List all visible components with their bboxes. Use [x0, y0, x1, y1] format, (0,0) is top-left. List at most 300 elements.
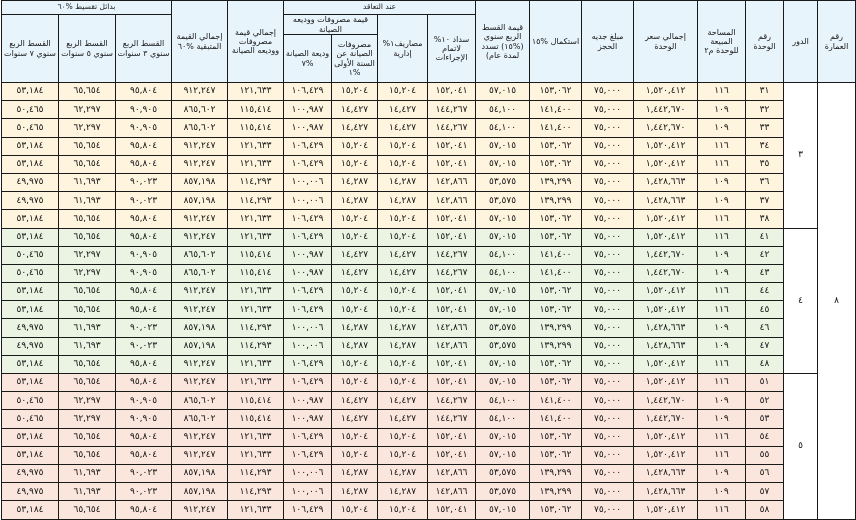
- table-cell: ٨٦٥,٦٠٢: [172, 264, 228, 282]
- table-cell: ٥٣,١٨٤: [2, 446, 59, 464]
- table-cell: ١٤٤,٢٦٧: [428, 246, 476, 264]
- table-cell: ٩١٢,٢٤٧: [172, 228, 228, 246]
- table-cell: ٧٥,٠٠٠: [582, 337, 634, 355]
- table-cell: ١٢١,٦٣٣: [228, 155, 284, 173]
- table-cell: ٦٢,٢٩٧: [59, 392, 116, 410]
- table-cell: ١٤,٤٢٧: [332, 101, 378, 119]
- table-cell: ٧٥,٠٠٠: [582, 228, 634, 246]
- table-cell: ١٠٦,٤٢٩: [284, 137, 332, 155]
- table-cell: ٦٢,٢٩٧: [59, 246, 116, 264]
- table-cell: ١٥,٢٠٤: [378, 446, 428, 464]
- table-cell: ١٥,٢٠٤: [332, 155, 378, 173]
- table-cell: ٦١,٦٩٣: [59, 483, 116, 501]
- table-cell: ١١٥,٤١٤: [228, 246, 284, 264]
- table-cell: ٧٥,٠٠٠: [582, 210, 634, 228]
- table-cell: ٦٥,٦٥٤: [59, 228, 116, 246]
- header-admin-1: مصاريف١% إدارية: [378, 15, 428, 83]
- table-cell: ٥٣,٥٧٥: [476, 464, 530, 482]
- table-row: [2, 192, 856, 210]
- table-cell: ١٢١,٦٣٣: [228, 446, 284, 464]
- table-cell: ٥٣,١٨٤: [2, 374, 59, 392]
- table-cell: ٧٥,٠٠٠: [582, 264, 634, 282]
- table-row: [2, 264, 856, 282]
- table-cell: ١٤١,٤٠٠: [530, 246, 582, 264]
- table-cell: ١٠٦,٤٢٩: [284, 374, 332, 392]
- table-cell: ٦٥,٦٥٤: [59, 155, 116, 173]
- table-cell: ٤٦: [746, 319, 784, 337]
- table-cell: ٩١٢,٢٤٧: [172, 446, 228, 464]
- table-cell: ٧٥,٠٠٠: [582, 374, 634, 392]
- table-cell: ٦٥,٦٥٤: [59, 301, 116, 319]
- table-cell: ١٥,٢٠٤: [378, 428, 428, 446]
- table-cell: ١٤,٢٨٧: [378, 483, 428, 501]
- table-cell: ١٤,٢٨٧: [378, 337, 428, 355]
- table-cell: ١١٤,٢٩٣: [228, 319, 284, 337]
- table-cell: ٧٥,٠٠٠: [582, 410, 634, 428]
- table-cell: ١٢١,٦٣٣: [228, 301, 284, 319]
- table-cell: ٦٥,٦٥٤: [59, 428, 116, 446]
- header-q7: القسط الربع سنوي ٧ سنوات: [2, 15, 59, 83]
- table-cell: ٦٢,٢٩٧: [59, 119, 116, 137]
- table-cell: ٥٣,١٨٤: [2, 301, 59, 319]
- table-cell: ٥٧,٠١٥: [476, 355, 530, 373]
- table-cell: ١٤٤,٢٦٧: [428, 392, 476, 410]
- table-cell: ٥٠,٤٦٥: [2, 410, 59, 428]
- table-cell: ٩٠,٠٢٣: [116, 483, 172, 501]
- table-cell: ٥٠,٤٦٥: [2, 119, 59, 137]
- table-cell: ١٢١,٦٣٣: [228, 137, 284, 155]
- table-cell: ١٤,٤٢٧: [332, 246, 378, 264]
- table-cell: ١٤٢,٨٦٦: [428, 192, 476, 210]
- table-cell: ٩٥,٨٠٤: [116, 446, 172, 464]
- table-cell: ١٠٠,٩٨٧: [284, 392, 332, 410]
- table-cell: ١٣٩,٢٩٩: [530, 483, 582, 501]
- table-cell: ٤٢: [746, 246, 784, 264]
- table-cell: ١٤١,٤٠٠: [530, 101, 582, 119]
- header-area: المساحة المبيعة للوحدة م٢: [698, 1, 746, 83]
- table-cell: ٩٠,٠٢٣: [116, 464, 172, 482]
- table-cell: ٧٥,٠٠٠: [582, 446, 634, 464]
- table-row: [2, 483, 856, 501]
- table-row: [2, 83, 856, 101]
- header-q5: القسط الربع سنوي ٥ سنوات: [59, 15, 116, 83]
- table-cell: ٤٩,٩٧٥: [2, 483, 59, 501]
- table-cell: ١,٥٢٠,٤١٢: [634, 355, 698, 373]
- table-cell: ٨٦٥,٦٠٢: [172, 410, 228, 428]
- table-cell: ١٥٣,٠٦٢: [530, 446, 582, 464]
- table-cell: ٩٥,٨٠٤: [116, 428, 172, 446]
- table-cell: ١٥,٢٠٤: [378, 374, 428, 392]
- table-row: [2, 137, 856, 155]
- header-maint-deposit: وديعة الصيانة %٧: [284, 35, 332, 83]
- table-cell: ٥٣,٥٧٥: [476, 337, 530, 355]
- table-cell: ١٥,٢٠٤: [332, 428, 378, 446]
- table-cell: ٥٧: [746, 483, 784, 501]
- table-cell: ٣٦: [746, 173, 784, 191]
- table-cell: ١١٥,٤١٤: [228, 119, 284, 137]
- table-cell: ١٠٩: [698, 410, 746, 428]
- table-cell: ٨٥٧,١٩٨: [172, 483, 228, 501]
- table-cell: ١٠٦,٤٢٩: [284, 446, 332, 464]
- table-cell: ٨٦٥,٦٠٢: [172, 246, 228, 264]
- table-cell: ١١٦: [698, 501, 746, 519]
- table-cell: ٨٥٧,١٩٨: [172, 464, 228, 482]
- table-cell: ٤٩,٩٧٥: [2, 464, 59, 482]
- table-cell: ٤٩,٩٧٥: [2, 319, 59, 337]
- table-cell: ١,٥٢٠,٤١٢: [634, 283, 698, 301]
- table-cell: ١,٤٤٢,٦٧٠: [634, 119, 698, 137]
- table-cell: ١٠٩: [698, 483, 746, 501]
- header-maint-fees: مصروفات الصيانة عن السنة الأولى %١: [332, 35, 378, 83]
- table-cell: ١٤,٢٨٧: [332, 192, 378, 210]
- table-cell: ١٥٣,٠٦٢: [530, 501, 582, 519]
- table-cell: ١,٥٢٠,٤١٢: [634, 155, 698, 173]
- table-cell: ٧٥,٠٠٠: [582, 173, 634, 191]
- building-number-cell: ٨: [818, 83, 856, 520]
- table-cell: ١٥,٢٠٤: [332, 210, 378, 228]
- table-cell: ١٥٣,٠٦٢: [530, 428, 582, 446]
- table-cell: ١٢١,٦٣٣: [228, 228, 284, 246]
- table-cell: ١,٤٢٨,٦٦٣: [634, 337, 698, 355]
- table-cell: ٣٢: [746, 101, 784, 119]
- table-cell: ٧٥,٠٠٠: [582, 246, 634, 264]
- table-cell: ٩٥,٨٠٤: [116, 501, 172, 519]
- table-cell: ١٠٠,٩٨٧: [284, 119, 332, 137]
- table-cell: ١,٤٤٢,٦٧٠: [634, 264, 698, 282]
- table-cell: ١٠٠,٠٠٦: [284, 192, 332, 210]
- table-cell: ١,٥٢٠,٤١٢: [634, 428, 698, 446]
- table-cell: ٧٥,٠٠٠: [582, 283, 634, 301]
- table-cell: ٥٤: [746, 428, 784, 446]
- table-cell: ١٤٤,٢٦٧: [428, 119, 476, 137]
- table-cell: ١٥٣,٠٦٢: [530, 210, 582, 228]
- table-cell: ١٤٢,٨٦٦: [428, 173, 476, 191]
- table-cell: ٩١٢,٢٤٧: [172, 374, 228, 392]
- table-cell: ١١٦: [698, 301, 746, 319]
- header-contract-group: عند التعاقد: [284, 1, 476, 15]
- table-cell: ٥٤,١٠٠: [476, 264, 530, 282]
- table-cell: ٧٥,٠٠٠: [582, 155, 634, 173]
- table-cell: ٥٧,٠١٥: [476, 301, 530, 319]
- table-cell: ١٢١,٦٣٣: [228, 428, 284, 446]
- table-cell: ١٥٢,٠٤١: [428, 355, 476, 373]
- table-cell: ١٢١,٦٣٣: [228, 355, 284, 373]
- table-row: [2, 446, 856, 464]
- table-cell: ٥٤,١٠٠: [476, 101, 530, 119]
- table-cell: ٥٧,٠١٥: [476, 210, 530, 228]
- table-cell: ١٠٩: [698, 101, 746, 119]
- table-cell: ٨٦٥,٦٠٢: [172, 101, 228, 119]
- table-cell: ٥٣: [746, 410, 784, 428]
- table-cell: ٥٠,٤٦٥: [2, 392, 59, 410]
- table-cell: ١٥,٢٠٤: [378, 283, 428, 301]
- table-cell: ١,٤٢٨,٦٦٣: [634, 192, 698, 210]
- table-cell: ٨٥٧,١٩٨: [172, 319, 228, 337]
- table-cell: ٩٠,٩٠٥: [116, 392, 172, 410]
- table-cell: ١٥,٢٠٤: [332, 374, 378, 392]
- table-cell: ١٠٦,٤٢٩: [284, 155, 332, 173]
- table-cell: ١٤١,٤٠٠: [530, 410, 582, 428]
- table-cell: ٧٥,٠٠٠: [582, 501, 634, 519]
- table-cell: ٩٥,٨٠٤: [116, 301, 172, 319]
- table-cell: ٤١: [746, 228, 784, 246]
- table-cell: ١٤,٢٨٧: [332, 464, 378, 482]
- table-row: [2, 319, 856, 337]
- table-cell: ١٥٣,٠٦٢: [530, 155, 582, 173]
- table-cell: ٧٥,٠٠٠: [582, 355, 634, 373]
- floor-cell: ٥: [784, 374, 818, 520]
- floor-cell: ٤: [784, 228, 818, 374]
- table-cell: ١٠٠,٠٠٦: [284, 483, 332, 501]
- table-cell: ١٥٢,٠٤١: [428, 501, 476, 519]
- table-cell: ٨٥٧,١٩٨: [172, 173, 228, 191]
- table-cell: ١٥,٢٠٤: [378, 83, 428, 101]
- table-cell: ١٤,٢٨٧: [332, 483, 378, 501]
- table-cell: ٤٩,٩٧٥: [2, 173, 59, 191]
- table-cell: ٤٨: [746, 355, 784, 373]
- table-cell: ٩٥,٨٠٤: [116, 228, 172, 246]
- price-table-body: [2, 83, 856, 520]
- table-cell: ٣٣: [746, 119, 784, 137]
- table-cell: ١٥٢,٠٤١: [428, 428, 476, 446]
- table-cell: ٥٣,٥٧٥: [476, 173, 530, 191]
- table-cell: ١٤,٤٢٧: [378, 264, 428, 282]
- table-cell: ٥٠,٤٦٥: [2, 264, 59, 282]
- table-cell: ٦٥,٦٥٤: [59, 355, 116, 373]
- table-cell: ٣١: [746, 83, 784, 101]
- table-cell: ١,٥٢٠,٤١٢: [634, 228, 698, 246]
- table-cell: ١٥٢,٠٤١: [428, 210, 476, 228]
- table-cell: ٤٣: [746, 264, 784, 282]
- table-cell: ٩١٢,٢٤٧: [172, 355, 228, 373]
- table-cell: ١١٦: [698, 83, 746, 101]
- table-cell: ١٢١,٦٣٣: [228, 210, 284, 228]
- table-cell: ١٥,٢٠٤: [378, 228, 428, 246]
- table-cell: ١٥٢,٠٤١: [428, 283, 476, 301]
- table-cell: ٩٠,٠٢٣: [116, 173, 172, 191]
- table-cell: ٥٤,١٠٠: [476, 119, 530, 137]
- table-row: [2, 501, 856, 519]
- table-cell: ٦٢,٢٩٧: [59, 410, 116, 428]
- table-cell: ١٠٠,٠٠٦: [284, 337, 332, 355]
- table-cell: ١٠٦,٤٢٩: [284, 301, 332, 319]
- table-cell: ١٤,٢٨٧: [332, 319, 378, 337]
- table-cell: ١٥٣,٠٦٢: [530, 137, 582, 155]
- price-table: [1, 0, 856, 520]
- table-cell: ١,٤٤٢,٦٧٠: [634, 410, 698, 428]
- table-cell: ٥٣,٥٧٥: [476, 483, 530, 501]
- table-cell: ١٥٢,٠٤١: [428, 301, 476, 319]
- table-cell: ٣٥: [746, 155, 784, 173]
- table-cell: ١,٥٢٠,٤١٢: [634, 374, 698, 392]
- floor-cell: ٣: [784, 83, 818, 229]
- table-cell: ١١٤,٢٩٣: [228, 192, 284, 210]
- table-cell: ١٥٢,٠٤١: [428, 228, 476, 246]
- table-cell: ١٤٢,٨٦٦: [428, 337, 476, 355]
- table-cell: ٩٥,٨٠٤: [116, 355, 172, 373]
- table-cell: ٥٠,٤٦٥: [2, 101, 59, 119]
- header-total-maint: إجمالي قيمة مصروفات ووديعه الصيانة: [228, 1, 284, 83]
- table-cell: ٨٥٧,١٩٨: [172, 337, 228, 355]
- table-cell: ٥٧,٠١٥: [476, 83, 530, 101]
- table-cell: ١٠٩: [698, 464, 746, 482]
- table-cell: ١٢١,٦٣٣: [228, 83, 284, 101]
- table-cell: ٥١: [746, 374, 784, 392]
- table-cell: ٣٨: [746, 210, 784, 228]
- table-cell: ١٤,٢٨٧: [332, 173, 378, 191]
- table-cell: ٥٧,٠١٥: [476, 428, 530, 446]
- table-cell: ١٠٩: [698, 192, 746, 210]
- table-cell: ١٠٦,٤٢٩: [284, 210, 332, 228]
- table-cell: ١٠٩: [698, 173, 746, 191]
- table-cell: ٥٢: [746, 392, 784, 410]
- table-cell: ١٠٦,٤٢٩: [284, 228, 332, 246]
- header-building-no: رقم العمارة: [818, 1, 856, 83]
- table-cell: ٩١٢,٢٤٧: [172, 428, 228, 446]
- table-cell: ١٠٠,٩٨٧: [284, 264, 332, 282]
- table-cell: ١٠٦,٤٢٩: [284, 83, 332, 101]
- table-cell: ١٠٩: [698, 119, 746, 137]
- table-cell: ٦٥,٦٥٤: [59, 137, 116, 155]
- table-cell: ١,٤٤٢,٦٧٠: [634, 101, 698, 119]
- table-row: [2, 355, 856, 373]
- table-cell: ٧٥,٠٠٠: [582, 464, 634, 482]
- header-floor: الدور: [784, 1, 818, 83]
- table-cell: ١٥,٢٠٤: [332, 501, 378, 519]
- table-cell: ١,٥٢٠,٤١٢: [634, 210, 698, 228]
- table-cell: ١٥٣,٠٦٢: [530, 283, 582, 301]
- header-total-remaining: إجمالي القيمة المتبقية %٦٠: [172, 1, 228, 83]
- table-cell: ١٤,٤٢٧: [332, 392, 378, 410]
- table-cell: ٧٥,٠٠٠: [582, 319, 634, 337]
- table-cell: ١,٤٤٢,٦٧٠: [634, 246, 698, 264]
- table-cell: ١٤,٢٨٧: [378, 319, 428, 337]
- table-cell: ٩٠,٩٠٥: [116, 101, 172, 119]
- table-cell: ٧٥,٠٠٠: [582, 101, 634, 119]
- table-row: [2, 228, 856, 246]
- table-cell: ٣٧: [746, 192, 784, 210]
- table-cell: ٤٩,٩٧٥: [2, 337, 59, 355]
- table-cell: ١٣٩,٢٩٩: [530, 337, 582, 355]
- table-cell: ٥٣,١٨٤: [2, 83, 59, 101]
- table-cell: ٩٠,٩٠٥: [116, 410, 172, 428]
- table-cell: ١١٦: [698, 228, 746, 246]
- table-cell: ١٤,٤٢٧: [378, 246, 428, 264]
- table-cell: ١٥٣,٠٦٢: [530, 83, 582, 101]
- table-cell: ١٤,٤٢٧: [378, 392, 428, 410]
- table-cell: ١٤,٢٨٧: [332, 337, 378, 355]
- table-cell: ٥٨: [746, 501, 784, 519]
- table-cell: ٦١,٦٩٣: [59, 319, 116, 337]
- table-cell: ٥٣,١٨٤: [2, 210, 59, 228]
- table-cell: ١٣٩,٢٩٩: [530, 464, 582, 482]
- table-cell: ١٤,٤٢٧: [332, 410, 378, 428]
- table-cell: ٦١,٦٩٣: [59, 337, 116, 355]
- table-cell: ٦٥,٦٥٤: [59, 83, 116, 101]
- table-cell: ١٥,٢٠٤: [378, 137, 428, 155]
- table-row: [2, 301, 856, 319]
- table-row: [2, 119, 856, 137]
- table-cell: ١٤,٤٢٧: [378, 101, 428, 119]
- table-cell: ١٥,٢٠٤: [378, 301, 428, 319]
- table-cell: ١٤٢,٨٦٦: [428, 464, 476, 482]
- table-cell: ١٤,٤٢٧: [332, 119, 378, 137]
- table-cell: ١٠٦,٤٢٩: [284, 283, 332, 301]
- table-cell: ١٤١,٤٠٠: [530, 264, 582, 282]
- table-cell: ١,٥٢٠,٤١٢: [634, 83, 698, 101]
- table-cell: ١٥,٢٠٤: [332, 283, 378, 301]
- table-cell: ١٥٣,٠٦٢: [530, 228, 582, 246]
- table-cell: ١٥,٢٠٤: [378, 155, 428, 173]
- table-row: [2, 210, 856, 228]
- table-row: [2, 428, 856, 446]
- table-cell: ١٤٢,٨٦٦: [428, 483, 476, 501]
- table-row: [2, 374, 856, 392]
- table-cell: ١٠٠,٩٨٧: [284, 246, 332, 264]
- table-cell: ١٤١,٤٠٠: [530, 392, 582, 410]
- table-cell: ١٣٩,٢٩٩: [530, 192, 582, 210]
- table-row: [2, 101, 856, 119]
- table-cell: ٥٣,٥٧٥: [476, 319, 530, 337]
- table-cell: ١١٦: [698, 137, 746, 155]
- table-cell: ٥٧,٠١٥: [476, 283, 530, 301]
- table-cell: ٦٥,٦٥٤: [59, 210, 116, 228]
- table-cell: ٩٥,٨٠٤: [116, 83, 172, 101]
- table-cell: ٥٧,٠١٥: [476, 137, 530, 155]
- table-cell: ١٠٦,٤٢٩: [284, 501, 332, 519]
- table-cell: ٧٥,٠٠٠: [582, 301, 634, 319]
- table-cell: ٥٧,٠١٥: [476, 374, 530, 392]
- table-cell: ٩٥,٨٠٤: [116, 210, 172, 228]
- table-cell: ١٥,٢٠٤: [332, 446, 378, 464]
- table-cell: ٥٦: [746, 464, 784, 482]
- table-cell: ١٥,٢٠٤: [378, 501, 428, 519]
- table-cell: ٧٥,٠٠٠: [582, 428, 634, 446]
- table-cell: ٦١,٦٩٣: [59, 192, 116, 210]
- table-cell: ١٤,٢٨٧: [378, 192, 428, 210]
- table-cell: ٤٥: [746, 301, 784, 319]
- table-cell: ٦٥,٦٥٤: [59, 446, 116, 464]
- header-completion: استكمال %١٥: [530, 1, 582, 83]
- table-cell: ٧٥,٠٠٠: [582, 192, 634, 210]
- table-cell: ٨٦٥,٦٠٢: [172, 119, 228, 137]
- table-cell: ٩١٢,٢٤٧: [172, 501, 228, 519]
- table-row: [2, 464, 856, 482]
- table-cell: ٦١,٦٩٣: [59, 173, 116, 191]
- table-cell: ٦٢,٢٩٧: [59, 264, 116, 282]
- table-cell: ١١٦: [698, 283, 746, 301]
- table-cell: ١٢١,٦٣٣: [228, 374, 284, 392]
- table-cell: ١٠٩: [698, 337, 746, 355]
- table-cell: ٩٥,٨٠٤: [116, 137, 172, 155]
- table-cell: ١٠٩: [698, 392, 746, 410]
- table-cell: ١١٥,٤١٤: [228, 392, 284, 410]
- table-cell: ١٤٤,٢٦٧: [428, 101, 476, 119]
- table-cell: ٧٥,٠٠٠: [582, 83, 634, 101]
- table-cell: ١,٥٢٠,٤١٢: [634, 137, 698, 155]
- table-cell: ١٤٢,٨٦٦: [428, 319, 476, 337]
- table-cell: ٩٠,٩٠٥: [116, 246, 172, 264]
- header-unit-no: رقم الوحدة: [746, 1, 784, 83]
- table-cell: ١٢١,٦٣٣: [228, 283, 284, 301]
- header-q3: القسط الربع سنوي ٣ سنوات: [116, 15, 172, 83]
- table-cell: ١١٥,٤١٤: [228, 264, 284, 282]
- table-cell: ٩٥,٨٠٤: [116, 283, 172, 301]
- table-cell: ٦٥,٦٥٤: [59, 374, 116, 392]
- table-cell: ٩١٢,٢٤٧: [172, 137, 228, 155]
- table-cell: ٥٠,٤٦٥: [2, 246, 59, 264]
- table-cell: ١٠٩: [698, 264, 746, 282]
